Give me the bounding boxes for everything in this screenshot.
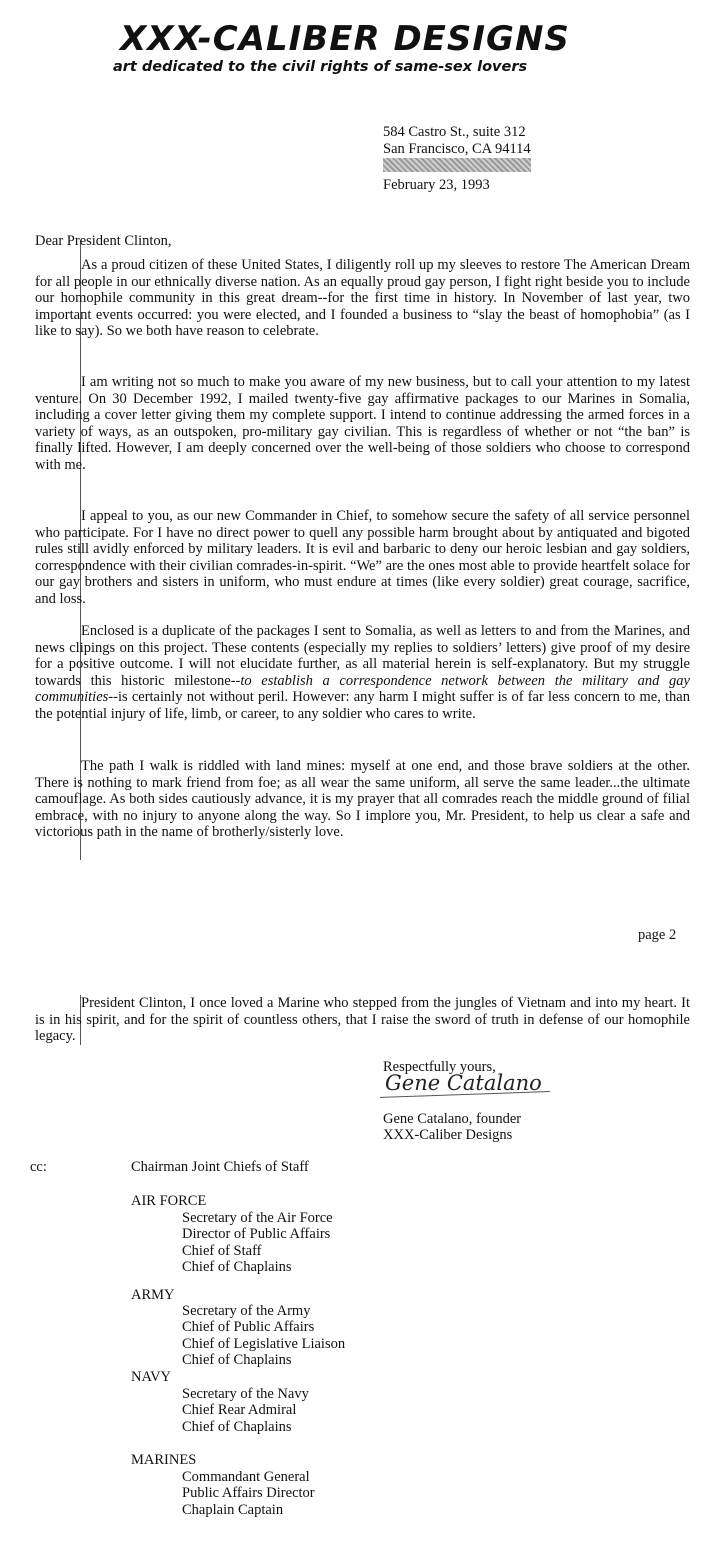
cc-recipient: Secretary of the Navy [182, 1386, 309, 1402]
valediction: Respectfully yours, [383, 1059, 496, 1075]
cc-recipient: Chief Rear Admiral [182, 1402, 297, 1418]
paragraph-4-emphasis: to establish a correspondence network between the military and gay communities [35, 672, 690, 705]
paragraph-3: I appeal to you, as our new Commander in Chief, to somehow secure the safety of all service personnel who participate. For I have no direct power to quell any possible harm brought about by antiquated and bigoted rules still avidly enforced by military leaders. It is evil and barbaric to deny our heroic lesbian and gay soldiers, correspondence with their civilian comrades-in-spirit. “We” are the ones most able to provide heartfelt solace for our gay brothers and sisters in uniform, who must endure at times (like every soldier) great courage, sacrifice, and loss. [35, 508, 690, 607]
cc-recipient: Chief of Chaplains [182, 1352, 292, 1368]
letterhead-tagline: art dedicated to the civil rights of same-sex lovers [113, 59, 528, 75]
letter-date: February 23, 1993 [383, 177, 490, 193]
cc-recipient: Secretary of the Army [182, 1303, 311, 1319]
cc-recipient: Chief of Legislative Liaison [182, 1336, 346, 1352]
cc-label: cc: [30, 1159, 47, 1175]
redacted-address-line [383, 158, 531, 172]
signer-name: Gene Catalano, founder [383, 1111, 522, 1127]
cc-recipient: Chaplain Captain [182, 1502, 284, 1518]
paragraph-5: The path I walk is riddled with land mines: myself at one end, and those brave soldiers at the other. There is nothing to mark friend from foe; as all wear the same uniform, all serve the same leader...the ultimate camouflage. As both sides cautiously advance, it is my prayer that all comrades reach the middle ground of filial embrace, with no injury to anyone along the way. So I implore you, Mr. President, to help us clear a safe and victorious path in the name of brotherly/sisterly love. [35, 758, 690, 840]
salutation: Dear President Clinton, [35, 233, 172, 249]
cc-recipient: Chief of Chaplains [182, 1259, 292, 1275]
cc-recipient: Chief of Chaplains [182, 1419, 292, 1435]
cc-recipient: Secretary of the Air Force [182, 1210, 333, 1226]
paragraph-2: I am writing not so much to make you aware of my new business, but to call your attention to my latest venture. On 30 December 1992, I mailed twenty-five gay affirmative packages to our Marines in Somalia, including a cover letter giving them my complete support. I intend to continue addressing the armed forces in a variety of ways, as an outspoken, pro-military gay civilian. This is regardless of whether or not “the ban” is finally lifted. However, I am deeply concerned over the well-being of those soldiers who choose to correspond with me. [35, 374, 690, 473]
cc-group-heading: Chairman Joint Chiefs of Staff [131, 1159, 309, 1175]
letterhead-title: XXX-CALIBER DESIGNS [120, 19, 570, 59]
paragraph-4-text-b: --is certainly not without peril. However: any harm I might suffer is of far less concern to me, than the potential injury of life, limb, or career, to any soldier who cares to write. [35, 689, 690, 722]
cc-recipient: Chief of Staff [182, 1243, 262, 1259]
cc-recipient: Public Affairs Director [182, 1485, 315, 1501]
cc-group-heading: ARMY [131, 1287, 175, 1303]
cc-recipient: Chief of Public Affairs [182, 1319, 315, 1335]
signer-company: XXX-Caliber Designs [383, 1127, 513, 1143]
cc-group-heading: AIR FORCE [131, 1193, 207, 1209]
cc-group-heading: NAVY [131, 1369, 172, 1385]
address-line-2: San Francisco, CA 94114 [383, 141, 531, 157]
page-number: page 2 [638, 927, 677, 943]
paragraph-4 [35, 623, 690, 722]
cc-group-heading: MARINES [131, 1452, 197, 1468]
cc-recipient: Commandant General [182, 1469, 310, 1485]
cc-recipient: Director of Public Affairs [182, 1226, 331, 1242]
paragraph-1: As a proud citizen of these United States, I diligently roll up my sleeves to restore The American Dream for all people in our ethnically diverse nation. As an equally proud gay person, I fight right beside you to include our homophile community in this great dream--for the first time in history. In November of last year, two important events occurred: you were elected, and I founded a business to “slay the beast of homophobia” (as I like to say). So we both have reason to celebrate. [35, 257, 690, 339]
paragraph-4-text-a: Enclosed is a duplicate of the packages I sent to Somalia, as well as letters to and from the Marines, and news clipings on this project. These contents (especially my replies to soldiers’ letters) give proof of my desire for a positive outcome. I will not elucidate further, as all material herein is self-explanatory. But my struggle towards this historic milestone-- [35, 623, 690, 689]
signature: Gene Catalano [385, 1071, 542, 1095]
paragraph-6: President Clinton, I once loved a Marine who stepped from the jungles of Vietnam and into my heart. It is in his spirit, and for the spirit of countless others, that I raise the sword of truth in defense of our homophile legacy. [35, 995, 690, 1044]
address-line-1: 584 Castro St., suite 312 [383, 124, 526, 140]
